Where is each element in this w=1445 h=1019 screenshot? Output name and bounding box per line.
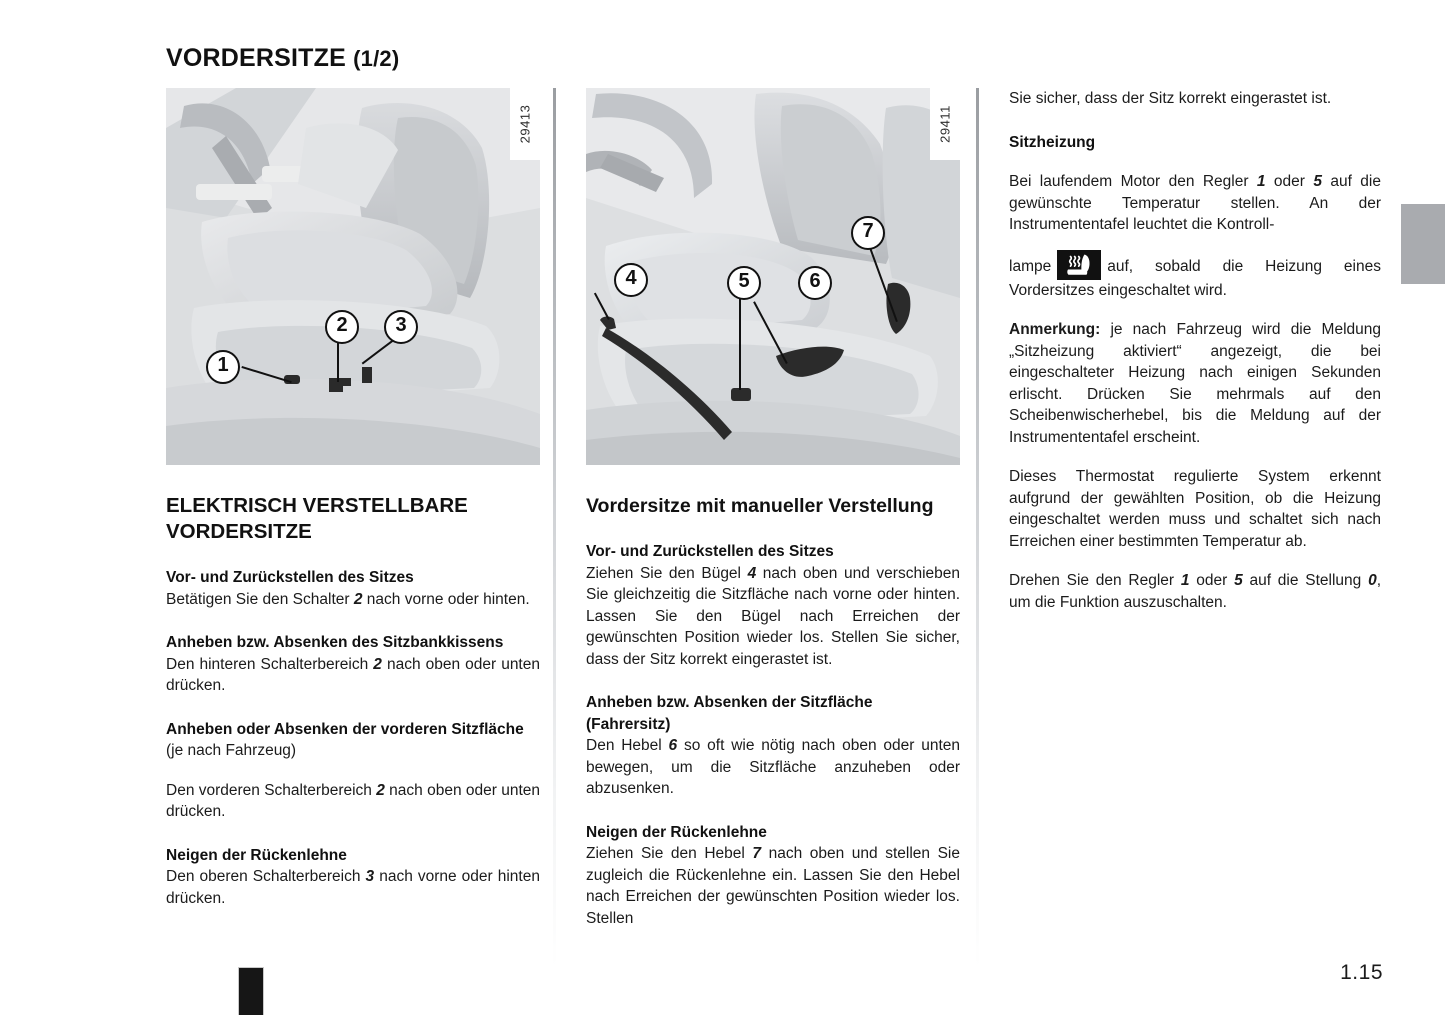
text-mid: oder xyxy=(1265,173,1314,190)
subnote-vehicle-dependent: (je nach Fahrzeug) xyxy=(166,742,297,759)
text-post: nach vorne oder hinten drücken. xyxy=(166,868,540,907)
electric-seat-illustration xyxy=(166,88,540,465)
figure-id-29411 xyxy=(930,88,960,160)
text-post: nach oben oder unten drücken. xyxy=(166,655,540,694)
page-title-suffix: (1/2) xyxy=(353,46,400,71)
heading-front-cushion-height: Anheben oder Absenken der vorderen Sitzfläche xyxy=(166,720,524,738)
section-side-tab xyxy=(1401,204,1445,284)
text-post: nach oben und stellen Sie zugleich die Rückenlehne ein. Lassen Sie den Hebel nach Erreichen der gewünschten Position wieder los. Stellen xyxy=(586,845,960,927)
heading-manual-cushion-height: Anheben bzw. Absenken der Sitzfläche (Fahrersitz) xyxy=(586,694,873,733)
figure-id-label: 29413 xyxy=(517,104,533,144)
text-post: nach oben oder unten drücken. xyxy=(166,781,540,820)
text-post: , um die Funktion auszuschalten. xyxy=(1009,572,1381,611)
paragraph-thermostat: Dieses Thermostat regulierte System erkennt aufgrund der gewählten Position, ob die Heizung eingeschaltet werden muss und schaltet sich nach Erreichen einer bestimmten Temperatur ab. xyxy=(1009,468,1381,550)
text-mid: oder xyxy=(1189,572,1235,589)
reference-number-1: 1 xyxy=(1180,572,1190,589)
section-title-electric-seats: ELEKTRISCH VERSTELLBARE VORDERSITZE xyxy=(166,494,468,543)
reference-number-5: 5 xyxy=(1234,572,1243,589)
page-title xyxy=(166,44,399,73)
text-post: nach oben und verschieben Sie gleichzeitig die Sitzfläche nach vorne oder hinten. Lassen Sie den Bügel nach Erreichen der gewünschten Position wieder los. Stellen Sie sicher, dass der Sitz korrekt eingerastet ist. xyxy=(586,564,960,668)
reference-number-0: 0 xyxy=(1368,572,1377,589)
figure-id-29413 xyxy=(510,88,540,160)
paragraph-seat-fwd-back xyxy=(166,589,540,611)
reference-number: 4 xyxy=(747,564,757,582)
text-pre: Drehen Sie den Regler xyxy=(1009,572,1181,589)
column-divider-1 xyxy=(553,88,556,968)
text-pre: Den Hebel xyxy=(586,737,669,754)
text-lamp-pre: lampe xyxy=(1009,257,1052,275)
note-text: je nach Fahrzeug wird die Meldung „Sitzheizung aktiviert“ angezeigt, die bei eingeschalteter Heizung nach einigen Sekunden erlischt. Drücken Sie mehrmals auf den Scheibenwischerhebel, bis die Meldung auf der Instrumententafel erscheint. xyxy=(1009,321,1381,446)
column-two xyxy=(586,88,960,929)
heading-manual-fwd-back: Vor- und Zurückstellen des Sitzes xyxy=(586,543,834,560)
paragraph-manual-fwd-back xyxy=(586,563,960,671)
text-pre: Den oberen Schalterbereich xyxy=(166,868,366,885)
paragraph-seat-heating xyxy=(1009,171,1381,236)
leader-line-5 xyxy=(739,296,741,390)
reference-number-1: 1 xyxy=(1256,173,1266,190)
heading-manual-backrest-tilt: Neigen der Rückenlehne xyxy=(586,823,767,841)
column-divider-2 xyxy=(976,88,979,968)
callout-6: 6 xyxy=(798,266,832,300)
figure-electric-seat xyxy=(166,88,540,465)
paragraph-continuation: Sie sicher, dass der Sitz korrekt eingerastet ist. xyxy=(1009,90,1332,107)
reference-number: 6 xyxy=(668,737,678,754)
callout-7: 7 xyxy=(851,216,885,250)
text-pre: Den hinteren Schalterbereich xyxy=(166,655,374,673)
seat-heating-icon xyxy=(1057,250,1101,280)
seat-heating-glyph xyxy=(1057,250,1101,280)
paragraph-manual-backrest-tilt xyxy=(586,843,960,929)
text-lamp-post: auf, sobald die Heizung eines Vordersitzes eingeschaltet wird. xyxy=(1009,257,1381,299)
heading-cushion-height: Anheben bzw. Absenken des Sitzbankkissens xyxy=(166,634,504,651)
reference-number-5: 5 xyxy=(1313,173,1322,190)
paragraph-backrest-tilt xyxy=(166,866,540,909)
callout-4: 4 xyxy=(614,263,648,297)
reference-number: 2 xyxy=(353,590,363,608)
page-number: 1.15 xyxy=(1340,961,1383,984)
paragraph-switch-off xyxy=(1009,570,1381,613)
heading-backrest-tilt: Neigen der Rückenlehne xyxy=(166,846,347,864)
callout-3: 3 xyxy=(384,310,418,344)
text-pre: Bei laufendem Motor den Regler xyxy=(1009,173,1257,190)
leader-line-2 xyxy=(337,340,339,382)
note-label: Anmerkung: xyxy=(1009,321,1101,338)
paragraph-note xyxy=(1009,319,1381,448)
section-title-manual-seats: Vordersitze mit manueller Verstellung xyxy=(586,495,934,517)
figure-manual-seat xyxy=(586,88,960,465)
heading-seat-fwd-back: Vor- und Zurückstellen des Sitzes xyxy=(166,569,414,586)
reference-number: 2 xyxy=(373,655,382,673)
text-pre: Ziehen Sie den Bügel xyxy=(586,564,748,582)
figure-id-label: 29411 xyxy=(937,105,953,143)
heading-seat-heating: Sitzheizung xyxy=(1009,133,1096,151)
bottom-section-marker xyxy=(238,967,264,1015)
text-post: nach vorne oder hinten. xyxy=(362,590,530,608)
callout-2: 2 xyxy=(325,310,359,344)
reference-number: 2 xyxy=(376,781,385,799)
text-post: so oft wie nötig nach oben oder unten bewegen, um die Sitzfläche anzuheben oder abzusenken. xyxy=(586,737,960,797)
paragraph-cushion-height xyxy=(166,654,540,697)
paragraph-manual-cushion-height xyxy=(586,735,960,800)
paragraph-front-cushion-height xyxy=(166,780,540,823)
reference-number: 3 xyxy=(365,868,375,885)
paragraph-warning-lamp xyxy=(1009,250,1381,302)
text-pre: Betätigen Sie den Schalter xyxy=(166,590,354,608)
callout-1: 1 xyxy=(206,350,240,384)
text-post: auf die gewünschte Temperatur stellen. An der Instrumententafel leuchtet die Kontroll- xyxy=(1009,173,1381,233)
column-three xyxy=(1009,88,1381,613)
text-pre: Den vorderen Schalterbereich xyxy=(166,781,377,799)
callout-5: 5 xyxy=(727,266,761,300)
column-one xyxy=(166,88,540,909)
text-mid-2: auf die Stellung xyxy=(1242,572,1369,589)
reference-number: 7 xyxy=(752,845,762,862)
text-pre: Ziehen Sie den Hebel xyxy=(586,845,753,862)
page-title-main: VORDERSITZE xyxy=(166,44,346,72)
